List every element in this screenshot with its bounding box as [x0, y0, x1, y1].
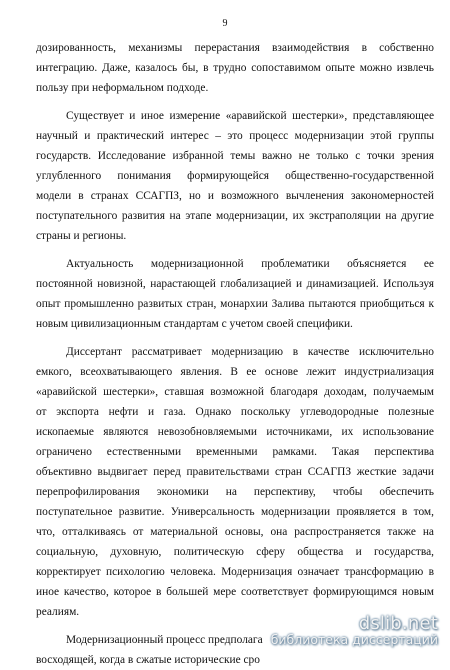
text-line: пользу при неформальном подходе. — [36, 82, 209, 94]
watermark-logo: dslib.net — [358, 613, 438, 634]
text-line: поступательное развитие. Универсальность модернизации проявляется в том, — [36, 506, 434, 518]
text-line: страны и регионы. — [36, 230, 127, 242]
watermark-subtitle: библиотека диссертаций — [270, 632, 438, 647]
text-line: Актуальность модернизационной проблематики объясняется ее — [66, 258, 434, 270]
text-line: Существует и иное измерение «аравийской шестерки», представляющее — [66, 110, 434, 122]
text-line: иное качество, которое в большей мере соответствует формирующимся новым — [36, 586, 434, 598]
text-line: социальную, духовную, политическую сферу общества и государства, — [36, 546, 434, 558]
text-line: ограничено естественными временными рамками. Такая перспектива — [36, 446, 434, 458]
text-line: поступательного развития на этапе модернизации, их экстраполяции на другие — [36, 210, 434, 222]
text-line: новым цивилизационным стандартам с учетом своей специфики. — [36, 318, 353, 330]
dslib-watermark — [271, 613, 438, 647]
text-line: перепрофилирования экономики на перспективу, чтобы обеспечить — [36, 486, 434, 498]
text-line: «аравийской шестерки», ставшая возможной благодаря доходам, получаемым — [36, 386, 434, 398]
text-line: постоянной новизной, нарастающей глобализацией и динамизацией. Используя — [36, 278, 434, 290]
text-line: восходящей, когда в сжатые исторические сро — [36, 654, 260, 666]
page-number: 9 — [222, 18, 228, 29]
text-line: емкого, всеохватывающего явления. В ее основе лежит индустриализация — [36, 366, 434, 378]
text-line: государств. Исследование избранной темы важно не только с точки зрения — [36, 150, 434, 162]
text-line: опыт промышленно развитых стран, монархии Залива пытаются приобщиться к — [36, 298, 434, 310]
text-line: Модернизационный процесс предполага — [66, 634, 263, 646]
text-line: Диссертант рассматривает модернизацию в качестве исключительно — [66, 346, 434, 358]
text-line: реалиям. — [36, 606, 80, 618]
text-line: от экспорта нефти и газа. Однако поскольку углеводородные полезные — [36, 406, 434, 418]
text-line: корректирует психологию человека. Модернизация означает трансформацию в — [36, 566, 434, 578]
text-line: объективно выдвигает перед правительствами стран ССАГПЗ жесткие задачи — [36, 466, 434, 478]
text-line: что, отталкиваясь от материальной основы, она распространяется также на — [36, 526, 434, 538]
text-line: углубленного понимания формирующейся общественно-государственной — [36, 170, 434, 182]
text-line: ископаемые являются невозобновляемыми источниками, их использование — [36, 426, 434, 438]
text-line: научный и практический интерес – это процесс модернизации этой группы — [36, 130, 434, 142]
text-line: дозированность, механизмы перерастания взаимодействия в собственно — [36, 42, 434, 54]
text-line: модели в странах ССАГПЗ, но и возможного вычленения закономерностей — [36, 190, 434, 202]
text-line: интеграцию. Даже, казалось бы, в трудно сопоставимом опыте можно извлечь — [36, 62, 434, 74]
